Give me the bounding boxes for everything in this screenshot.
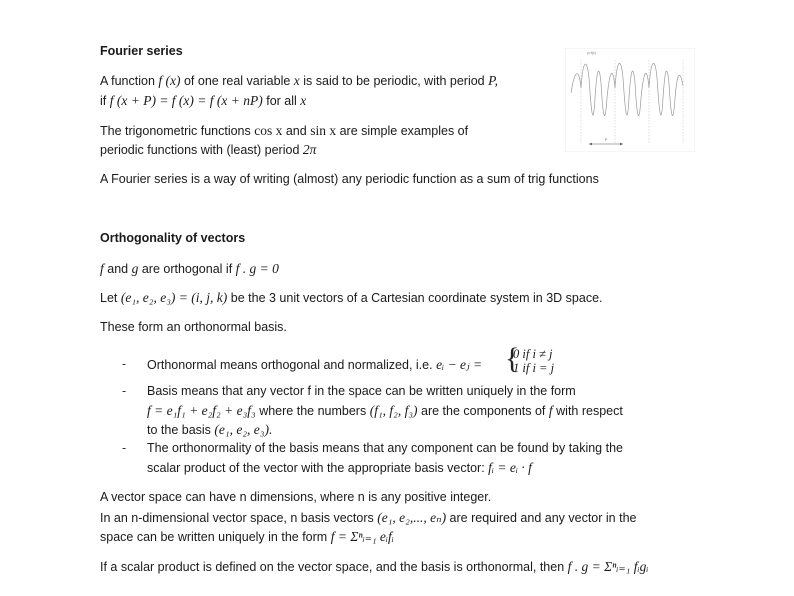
text-fragment: is said to be periodic, with period xyxy=(303,74,485,88)
fourier-series-description: A Fourier series is a way of writing (almost) any periodic function as a sum of trig functions xyxy=(100,172,599,186)
text-fragment: In an n-dimensional vector space, n basis vectors xyxy=(100,511,374,525)
unit-vectors-line xyxy=(100,290,603,306)
math-cos: cos x xyxy=(254,123,283,138)
bullet-dash: - xyxy=(122,384,127,398)
text-fragment: of one real variable xyxy=(183,74,291,88)
text-fragment: be the 3 unit vectors of a Cartesian coordinate system in 3D space. xyxy=(230,291,603,305)
cases-brace: { xyxy=(505,342,520,375)
bullet-basis-line3 xyxy=(147,422,272,438)
text-fragment: for all xyxy=(266,94,297,108)
math-sin: sin x xyxy=(310,123,337,138)
math-g: g xyxy=(131,261,139,276)
periodic-definition-line1 xyxy=(100,73,498,89)
fourier-heading: Fourier series xyxy=(100,44,183,58)
scalar-product-line xyxy=(100,559,649,575)
bullet-orthonormality-line2 xyxy=(147,460,532,476)
text-fragment: Orthonormal means orthogonal and normalized, i.e. xyxy=(147,358,433,372)
cases-block xyxy=(513,347,554,375)
trig-examples-line2 xyxy=(100,142,316,158)
text-fragment: scalar product of the vector with the appropriate basis vector: xyxy=(147,461,485,475)
text-fragment: If a scalar product is defined on the vector space, and the basis is orthonormal, then xyxy=(100,560,565,574)
periodic-definition-line2 xyxy=(100,93,306,109)
dot-product-equation: f . g = 0 xyxy=(235,261,279,276)
math-period: 2π xyxy=(302,142,317,157)
bullet-dash: - xyxy=(122,357,127,371)
bullet-basis-line1: Basis means that any vector f in the space can be written uniquely in the form xyxy=(147,384,576,398)
basis-tuple: (e₁, e₂, e₃). xyxy=(214,422,273,437)
text-fragment: are simple examples of xyxy=(339,124,469,138)
text-fragment: are the components of xyxy=(421,404,546,418)
bullet-basis-line2 xyxy=(147,403,623,419)
graph-frame xyxy=(565,48,695,152)
text-fragment: and xyxy=(107,262,129,276)
bullet-orthonormality-line1: The orthonormality of the basis means that any component can be found by taking the xyxy=(147,441,623,455)
components-tuple: (f₁, f₂, f₃) xyxy=(369,403,418,418)
text-fragment: space can be written uniquely in the form xyxy=(100,530,328,544)
case-not-equal: 0 if i ≠ j xyxy=(513,347,553,361)
text-fragment: are required and any vector in the xyxy=(449,511,637,525)
n-basis-tuple: (e₁, e₂,..., eₙ) xyxy=(377,510,447,525)
case-equal: 1 if i = j xyxy=(513,361,555,375)
math-x: x xyxy=(293,73,300,88)
text-fragment: The trigonometric functions xyxy=(100,124,251,138)
period-label: P xyxy=(605,138,608,142)
unique-form-line xyxy=(100,529,394,545)
graph-title: y=f(x) xyxy=(587,51,596,55)
math-fx: f (x) xyxy=(158,73,181,88)
text-fragment: to the basis xyxy=(147,423,211,437)
n-dimensions-line: A vector space can have n dimensions, where n is any positive integer. xyxy=(100,490,492,504)
scalar-product-equation: f . g = Σⁿᵢ₌₁ fᵢgᵢ xyxy=(567,559,649,574)
text-fragment: and xyxy=(285,124,307,138)
bullet-dash: - xyxy=(122,441,127,455)
text-fragment: with respect xyxy=(556,404,623,418)
math-f: f xyxy=(548,403,553,418)
vector-expansion-equation: f = e₁f₁ + e₂f₂ + e₃f₃ xyxy=(147,403,256,418)
math-P: P, xyxy=(488,73,499,88)
periodicity-equation: f (x + P) = f (x) = f (x + nP) xyxy=(109,93,263,108)
text-fragment: periodic functions with (least) period xyxy=(100,143,300,157)
text-fragment: if xyxy=(100,94,107,108)
basis-difference-equation: eᵢ − eⱼ = xyxy=(436,357,483,372)
math-f: f xyxy=(100,261,104,276)
text-fragment: where the numbers xyxy=(259,404,367,418)
orthogonal-definition xyxy=(100,261,279,277)
orthonormal-basis-line: These form an orthonormal basis. xyxy=(100,320,287,334)
trig-examples-line1 xyxy=(100,123,468,139)
periodic-function-graph xyxy=(565,48,695,152)
bullet-orthonormal xyxy=(147,357,482,373)
n-basis-vectors-line xyxy=(100,510,636,526)
sum-expansion-equation: f = Σⁿᵢ₌₁ eᵢfᵢ xyxy=(330,529,394,544)
math-x: x xyxy=(300,93,307,108)
unit-vectors-equation: (e₁, e₂, e₃) = (i, j, k) xyxy=(120,290,228,305)
orthogonality-heading: Orthogonality of vectors xyxy=(100,231,246,245)
text-fragment: Let xyxy=(100,291,118,305)
text-fragment: A function xyxy=(100,74,155,88)
text-fragment: are orthogonal if xyxy=(141,262,233,276)
component-equation: fᵢ = eᵢ · f xyxy=(488,460,532,475)
